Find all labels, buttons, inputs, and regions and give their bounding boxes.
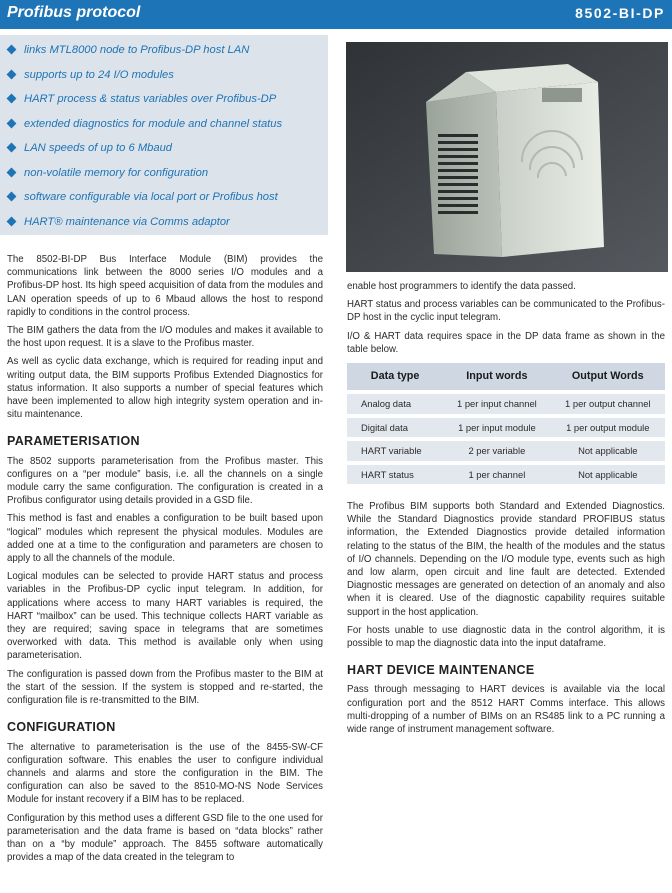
- table-cell: Not applicable: [551, 463, 665, 487]
- table-row: [347, 439, 665, 463]
- diamond-bullet-icon: [7, 143, 17, 153]
- parameterisation-heading: PARAMETERISATION: [7, 434, 140, 449]
- column-header: Output Words: [551, 363, 665, 392]
- diamond-bullet-icon: [7, 45, 17, 55]
- body-paragraph: HART status and process variables can be communicated to the Profibus-DP host in the cyclic input telegram.: [347, 299, 665, 324]
- diamond-bullet-icon: [7, 94, 17, 104]
- table-cell: 1 per channel: [443, 463, 550, 487]
- parameterisation-paragraph: The configuration is passed down from the Profibus master to the BIM at the start of the session. If the system is stopped and re-started, the configuration file is re-transmitted to the BIM.: [7, 668, 323, 707]
- diagnostics-paragraph: For hosts unable to use diagnostic data in the control algorithm, it is possible to map the diagnostic data into the input dataframe.: [347, 624, 665, 650]
- data-frame-table: [347, 363, 665, 488]
- feature-item: HART process & status variables over Profibus-DP: [6, 87, 328, 112]
- table-cell: 1 per output channel: [551, 392, 665, 416]
- table-row: [347, 392, 665, 416]
- table-cell: Not applicable: [551, 439, 665, 463]
- diamond-bullet-icon: [7, 216, 17, 226]
- page-title: Profibus protocol: [7, 4, 141, 21]
- feature-list-panel: [0, 35, 328, 235]
- table-cell: 1 per input channel: [443, 392, 550, 416]
- configuration-paragraph: Configuration by this method uses a different GSD file to the one used for parameterisation and the data frame is based on “data blocks” rather than on a “by module” approach. The 8455 software automatically provides a map of the data created in the telegram to: [7, 812, 323, 864]
- intro-paragraph: The BIM gathers the data from the I/O modules and makes it available to the host upon request. It is a slave to the Profibus master.: [7, 325, 323, 350]
- body-paragraph: enable host programmers to identify the data passed.: [347, 281, 576, 292]
- configuration-paragraph: The alternative to parameterisation is the use of the 8455-SW-CF configuration software. This enables the user to configure individual channels and alarms and store the configuration in the BIM. The configuration can also be saved to the 8510-MO-NS Node Services Module for instant recovery if a BIM has to be replaced.: [7, 741, 323, 806]
- hart-maintenance-heading: HART DEVICE MAINTENANCE: [347, 663, 535, 678]
- feature-list: [0, 35, 328, 234]
- table-cell: 1 per input module: [443, 416, 550, 440]
- table-cell: HART variable: [347, 439, 443, 463]
- hart-maintenance-paragraph: Pass through messaging to HART devices is available via the local configuration port and the 8512 HART Comms interface. This allows multi-dropping of a number of BIMs on an RS485 link to a PC running a wide range of instrument management software.: [347, 684, 665, 736]
- parameterisation-paragraph: Logical modules can be selected to provide HART status and process variables in the Profibus-DP cyclic input telegram. In addition, for applications where access to many HART variables is required, the HART “mailbox” can be used. This technique collects HART variable as they are required; saving space in telegrams that are sometimes overworked with data. This method is available only when using parameterisation.: [7, 571, 323, 662]
- intro-paragraph: The 8502-BI-DP Bus Interface Module (BIM) provides the communications link between the 8000 series I/O modules and a Profibus-DP host. Its high speed acquisition of data from the modules and LAN operation speeds of up to 6 Mbaud allows the host to respond rapidly to conditions in the control process.: [7, 254, 323, 318]
- diamond-bullet-icon: [7, 192, 17, 202]
- diagnostics-paragraph: The Profibus BIM supports both Standard and Extended Diagnostics. While the Standard Diagnostics provide standard PROFIBUS status information, the Extended Diagnostics provide detailed information relating to the status of the BIM, the health of the modules and the status of I/O channels. Depending on the I/O module type, events such as high and low alarm, open circuit and line fault are detected. Extended Diagnostic messages are generated on detection of an anomaly and also when it is cleared. Use of the diagnostic capability requires suitable support in the host application.: [347, 501, 665, 618]
- intro-paragraph: As well as cyclic data exchange, which is required for reading input and writing output data, the BIM supports Profibus Extended Diagnostics for status information. It also supports a number of special features which have been implemented to allow high integrity system operation and in-situ maintenance.: [7, 356, 323, 421]
- feature-item: extended diagnostics for module and channel status: [6, 112, 328, 137]
- diamond-bullet-icon: [7, 167, 17, 177]
- diamond-bullet-icon: [7, 118, 17, 128]
- left-column: [7, 253, 323, 869]
- product-code: 8502-BI-DP: [575, 5, 665, 21]
- table-cell: Analog data: [347, 392, 443, 416]
- column-header: Data type: [347, 363, 443, 392]
- column-header: Input words: [443, 363, 550, 392]
- configuration-heading: CONFIGURATION: [7, 720, 116, 735]
- diamond-bullet-icon: [7, 69, 17, 79]
- feature-item: supports up to 24 I/O modules: [6, 63, 328, 88]
- feature-item: HART® maintenance via Comms adaptor: [6, 210, 328, 235]
- body-paragraph: I/O & HART data requires space in the DP data frame as shown in the table below.: [347, 330, 665, 355]
- parameterisation-paragraph: This method is fast and enables a configuration to be built based upon “logical” modules which represent the physical modules. Modules are added one at a time to the configuration and parameters are chosen to apply to all the channels of the module.: [7, 513, 323, 565]
- table-cell: 2 per variable: [443, 439, 550, 463]
- feature-item: links MTL8000 node to Profibus-DP host LAN: [6, 38, 328, 63]
- feature-item: non-volatile memory for configuration: [6, 161, 328, 186]
- table-header-row: [347, 363, 665, 392]
- page-header: [0, 0, 672, 29]
- table-row: [347, 416, 665, 440]
- feature-item: software configurable via local port or Profibus host: [6, 185, 328, 210]
- right-column: [347, 280, 665, 741]
- parameterisation-paragraph: The 8502 supports parameterisation from the Profibus master. This configures on a “per module” basis, i.e. all the channels on a single module carry the same configuration. The configuration is created in a Profibus configurator using details provided in a GSD file.: [7, 455, 323, 507]
- table-cell: 1 per output module: [551, 416, 665, 440]
- table-cell: Digital data: [347, 416, 443, 440]
- table-cell: HART status: [347, 463, 443, 487]
- bim-module-illustration: [346, 42, 668, 272]
- table-row: [347, 463, 665, 487]
- product-photo: [346, 42, 668, 272]
- feature-item: LAN speeds of up to 6 Mbaud: [6, 136, 328, 161]
